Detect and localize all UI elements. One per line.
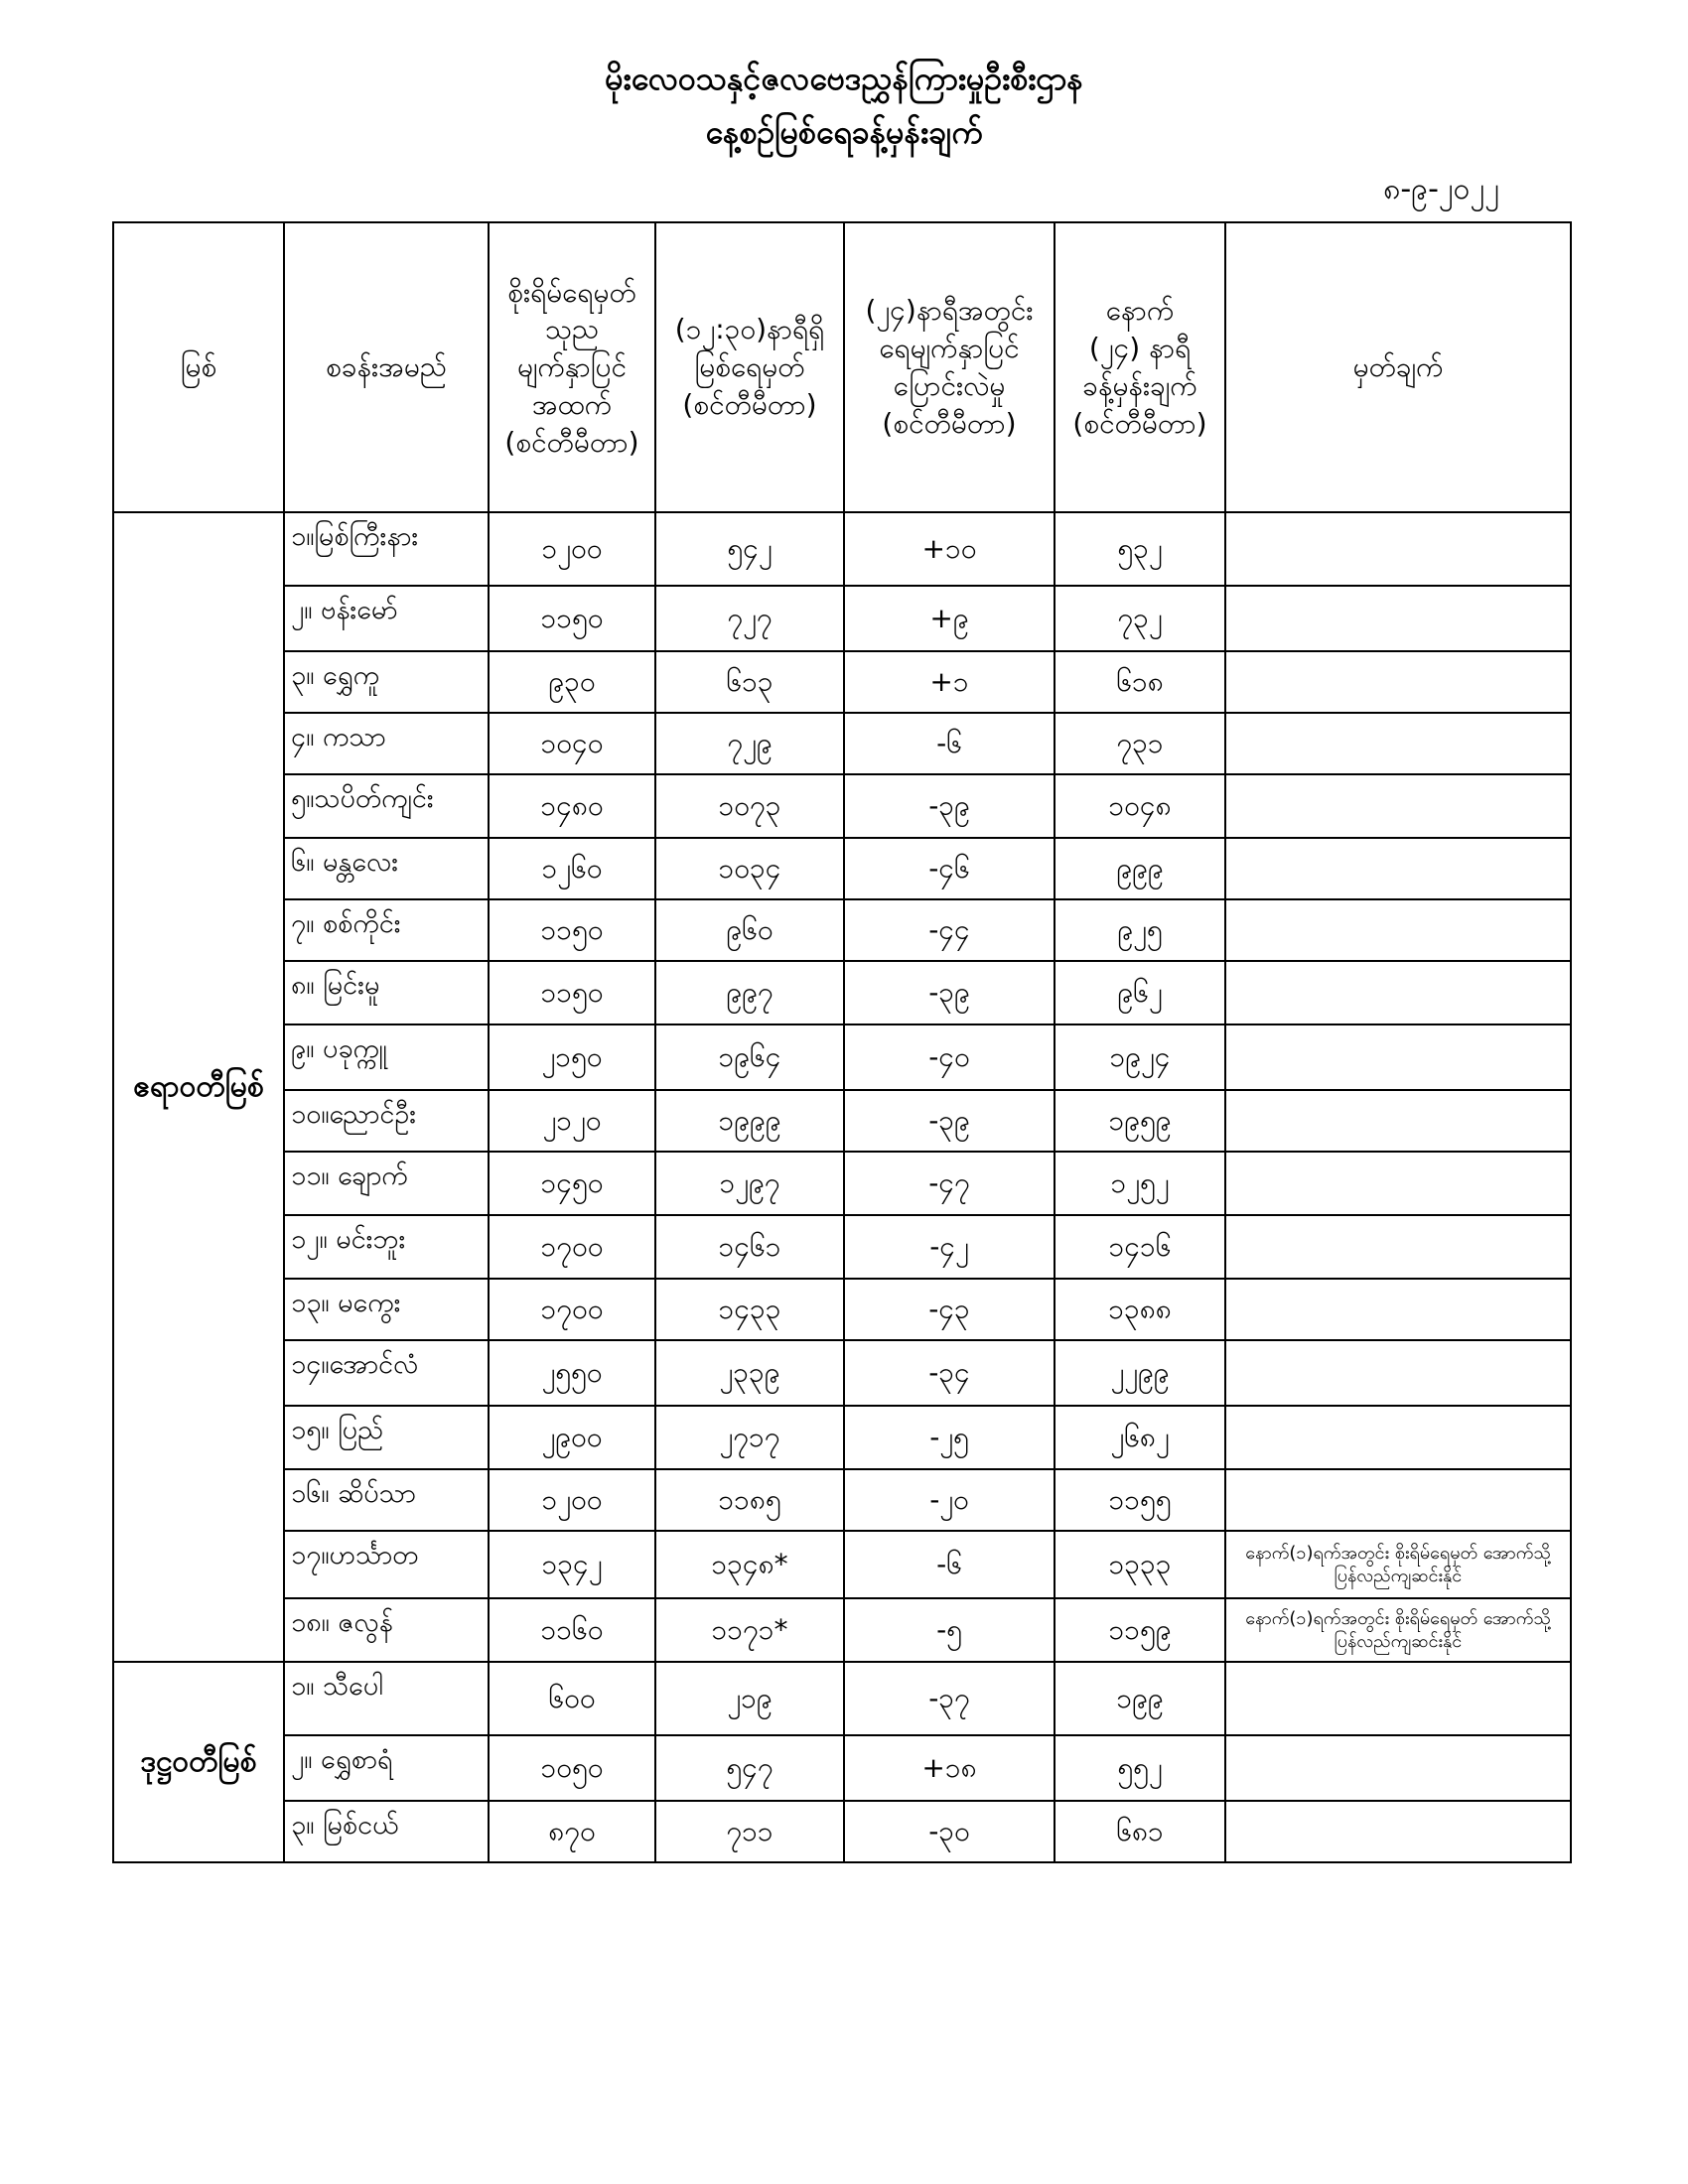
danger-level-cell: ၁၂၀၀	[489, 512, 655, 586]
current-level-cell: ၇၂၉	[655, 713, 844, 774]
table-row	[113, 838, 1571, 899]
forecast-cell: ၅၃၂	[1055, 512, 1225, 586]
danger-level-cell: ၁၁၅၀	[489, 961, 655, 1024]
table-row	[113, 713, 1571, 774]
danger-level-cell: ၁၄၅၀	[489, 1152, 655, 1215]
station-column-header	[284, 222, 489, 512]
station-name-cell: ၈။ မြင်းမူ	[284, 961, 489, 1024]
station-name-cell: ၇။ စစ်ကိုင်း	[284, 899, 489, 961]
station-name-cell: ၁၈။ ဇလွန်	[284, 1598, 489, 1662]
current-level-cell: ၇၂၇	[655, 586, 844, 651]
station-name-cell: ၁။မြစ်ကြီးနား	[284, 512, 489, 586]
page-subtitle: နေ့စဉ်မြစ်ရေခန့်မှန်းချက်	[705, 113, 983, 151]
station-name-cell: ၉။ ပခုက္ကူ	[284, 1024, 489, 1090]
station-name-cell: ၁၀။ညောင်ဦး	[284, 1090, 489, 1152]
table-row	[113, 1279, 1571, 1340]
report-date: ၈-၉-၂၀၂၂	[1383, 172, 1499, 206]
forecast-cell: ၁၉၉	[1055, 1662, 1225, 1735]
river-name-cell: ဧရာဝတီမြစ်	[113, 512, 284, 1662]
danger-level-cell: ၁၁၅၀	[489, 586, 655, 651]
station-name-cell: ၁၆။ ဆိပ်သာ	[284, 1469, 489, 1531]
forecast-cell: ၁၃၈၈	[1055, 1279, 1225, 1340]
level-change-cell: +၁၈	[844, 1735, 1055, 1801]
remark-cell	[1225, 1469, 1571, 1531]
station-name-cell: ၁၃။ မကွေး	[284, 1279, 489, 1340]
header-text-line: နောက်	[1105, 294, 1175, 328]
header-text-line: သုည	[544, 313, 600, 346]
station-name-cell: ၆။ မန္တလေး	[284, 838, 489, 899]
remark-cell	[1225, 586, 1571, 651]
remark-cell	[1225, 512, 1571, 586]
current-level-cell: ၇၁၁	[655, 1801, 844, 1862]
current-level-cell: ၁၁၈၅	[655, 1469, 844, 1531]
remark-cell	[1225, 961, 1571, 1024]
remark-cell	[1225, 1215, 1571, 1279]
change-column-header	[844, 222, 1055, 512]
page-title: မိုးလေဝသနှင့်ဇလဗေဒညွှန်ကြားမှုဦးစီးဌာန	[605, 60, 1083, 97]
remark-cell: နောက်(၁)ရက်အတွင်း စိုးရိမ်ရေမှတ် အောက်သို့ ပြန်လည်ကျဆင်းနိုင်	[1225, 1531, 1571, 1598]
current-level-cell: ၆၁၃	[655, 651, 844, 713]
remark-cell	[1225, 651, 1571, 713]
danger-level-cell: ၁၀၄၀	[489, 713, 655, 774]
table-row	[113, 1024, 1571, 1090]
forecast-cell: ၁၉၂၄	[1055, 1024, 1225, 1090]
forecast-cell: ၆၈၁	[1055, 1801, 1225, 1862]
table-row	[113, 961, 1571, 1024]
current-level-cell: ၅၄၇	[655, 1735, 844, 1801]
table-row	[113, 651, 1571, 713]
current-level-cell: ၅၄၂	[655, 512, 844, 586]
table-row	[113, 1598, 1571, 1662]
level-change-cell: -၄၂	[844, 1215, 1055, 1279]
forecast-cell: ၁၉၅၉	[1055, 1090, 1225, 1152]
forecast-cell: ၂၂၉၉	[1055, 1340, 1225, 1406]
forecast-cell: ၇၃၁	[1055, 713, 1225, 774]
remark-cell	[1225, 1735, 1571, 1801]
river-forecast-table	[112, 221, 1572, 1863]
header-text-line: ခန့်မှန်းချက်	[1082, 369, 1197, 402]
station-name-cell: ၃။ မြစ်ငယ်	[284, 1801, 489, 1862]
level-change-cell: -၄၃	[844, 1279, 1055, 1340]
station-name-cell: ၁၇။ဟင်္သာတ	[284, 1531, 489, 1598]
level-change-cell: -၄၇	[844, 1152, 1055, 1215]
danger-level-cell: ၂၁၂၀	[489, 1090, 655, 1152]
danger-level-column-header	[489, 222, 655, 512]
remark-cell	[1225, 1090, 1571, 1152]
forecast-cell: ၉၆၂	[1055, 961, 1225, 1024]
remark-cell	[1225, 774, 1571, 838]
remark-cell	[1225, 1024, 1571, 1090]
station-name-cell: ၁၄။အောင်လံ	[284, 1340, 489, 1406]
current-level-cell: ၁၄၃၃	[655, 1279, 844, 1340]
remark-cell	[1225, 1662, 1571, 1735]
table-header-row	[113, 222, 1571, 512]
danger-level-cell: ၁၂၆၀	[489, 838, 655, 899]
table-row	[113, 586, 1571, 651]
current-level-cell: ၁၉၉၉	[655, 1090, 844, 1152]
current-level-cell: ၁၀၃၄	[655, 838, 844, 899]
danger-level-cell: ၁၂၀၀	[489, 1469, 655, 1531]
forecast-cell: ၁၁၅၉	[1055, 1598, 1225, 1662]
level-change-cell: -၅	[844, 1598, 1055, 1662]
forecast-cell: ၉၉၉	[1055, 838, 1225, 899]
current-level-cell: ၁၄၆၁	[655, 1215, 844, 1279]
level-change-cell: -၃၉	[844, 774, 1055, 838]
level-change-cell: +၁	[844, 651, 1055, 713]
header-text-line: (၂၄) နာရီ	[1088, 332, 1192, 365]
remark-cell	[1225, 713, 1571, 774]
level-change-cell: +၁၀	[844, 512, 1055, 586]
danger-level-cell: ၁၇၀၀	[489, 1215, 655, 1279]
danger-level-cell: ၈၇၀	[489, 1801, 655, 1862]
danger-level-cell: ၁၁၆၀	[489, 1598, 655, 1662]
forecast-cell: ၂၆၈၂	[1055, 1406, 1225, 1469]
forecast-cell: ၁၃၃၃	[1055, 1531, 1225, 1598]
table-row	[113, 1090, 1571, 1152]
remark-cell	[1225, 1152, 1571, 1215]
table-row	[113, 1215, 1571, 1279]
header-text-line: (စင်တီမီတာ)	[1072, 406, 1207, 440]
level-change-cell: -၄၄	[844, 899, 1055, 961]
header-text-line: မြစ်ရေမှတ်	[694, 350, 805, 384]
danger-level-cell: ၆၀၀	[489, 1662, 655, 1735]
current-level-cell: ၉၉၇	[655, 961, 844, 1024]
table-row	[113, 774, 1571, 838]
current-level-cell: ၂၁၉	[655, 1662, 844, 1735]
header-text-line: ရေမျက်နှာပြင်	[879, 332, 1020, 365]
river-name-cell: ဒုဋ္ဌဝတီမြစ်	[113, 1662, 284, 1862]
forecast-cell: ၆၁၈	[1055, 651, 1225, 713]
header-text-line: စခန်းအမည်	[326, 350, 447, 384]
level-change-cell: -၃၉	[844, 961, 1055, 1024]
header-text-line: စိုးရိမ်ရေမှတ်	[507, 275, 636, 309]
table-row	[113, 899, 1571, 961]
remark-cell	[1225, 838, 1571, 899]
current-level-cell: ၁၀၇၃	[655, 774, 844, 838]
danger-level-cell: ၂၉၀၀	[489, 1406, 655, 1469]
forecast-cell: ၁၀၄၈	[1055, 774, 1225, 838]
danger-level-cell: ၁၃၄၂	[489, 1531, 655, 1598]
header-text-line: မှတ်ချက်	[1352, 350, 1444, 384]
remarks-column-header	[1225, 222, 1571, 512]
danger-level-cell: ၁၁၅၀	[489, 899, 655, 961]
level-change-cell: -၃၇	[844, 1662, 1055, 1735]
forecast-cell: ၁၄၁၆	[1055, 1215, 1225, 1279]
table-row	[113, 1531, 1571, 1598]
forecast-cell: ၁၂၅၂	[1055, 1152, 1225, 1215]
forecast-column-header	[1055, 222, 1225, 512]
station-name-cell: ၁။ သီပေါ	[284, 1662, 489, 1735]
station-name-cell: ၁၂။ မင်းဘူး	[284, 1215, 489, 1279]
level-change-cell: -၂၅	[844, 1406, 1055, 1469]
remark-cell	[1225, 1406, 1571, 1469]
station-name-cell: ၁၁။ ချောက်	[284, 1152, 489, 1215]
header-text-line: (၁၂:၃၀)နာရီရှိ	[674, 313, 825, 346]
station-name-cell: ၁၅။ ပြည်	[284, 1406, 489, 1469]
remark-cell	[1225, 1279, 1571, 1340]
level-change-cell: -၃၄	[844, 1340, 1055, 1406]
current-level-cell: ၂၃၃၉	[655, 1340, 844, 1406]
level-change-cell: +၉	[844, 586, 1055, 651]
station-name-cell: ၂။ ရွှေစာရံ	[284, 1735, 489, 1801]
header-text-line: အထက်	[531, 387, 613, 421]
current-level-cell: ၁၃၄၈*	[655, 1531, 844, 1598]
remark-cell: နောက်(၁)ရက်အတွင်း စိုးရိမ်ရေမှတ် အောက်သို့ ပြန်လည်ကျဆင်းနိုင်	[1225, 1598, 1571, 1662]
station-name-cell: ၅။သပိတ်ကျင်း	[284, 774, 489, 838]
danger-level-cell: ၁၀၅၀	[489, 1735, 655, 1801]
remark-cell	[1225, 899, 1571, 961]
current-level-cell: ၉၆၀	[655, 899, 844, 961]
header-text-line: မျက်နှာပြင်	[516, 350, 627, 384]
level-change-cell: -၃၉	[844, 1090, 1055, 1152]
header-text-line: (စင်တီမီတာ)	[504, 425, 639, 459]
table-row	[113, 1662, 1571, 1735]
danger-level-cell: ၉၃၀	[489, 651, 655, 713]
level-change-cell: -၃၀	[844, 1801, 1055, 1862]
table-row	[113, 1406, 1571, 1469]
danger-level-cell: ၂၅၅၀	[489, 1340, 655, 1406]
level-change-cell: -၄၀	[844, 1024, 1055, 1090]
current-level-cell: ၁၉၆၄	[655, 1024, 844, 1090]
level-change-cell: -၆	[844, 713, 1055, 774]
table-row	[113, 1801, 1571, 1862]
station-name-cell: ၄။ ကသာ	[284, 713, 489, 774]
current-level-cell: ၁၁၇၁*	[655, 1598, 844, 1662]
header-text-line: (စင်တီမီတာ)	[682, 387, 817, 421]
header-text-line: (စင်တီမီတာ)	[882, 406, 1017, 440]
table-row	[113, 1340, 1571, 1406]
danger-level-cell: ၂၁၅၀	[489, 1024, 655, 1090]
current-level-column-header	[655, 222, 844, 512]
level-change-cell: -၄၆	[844, 838, 1055, 899]
level-change-cell: -၆	[844, 1531, 1055, 1598]
danger-level-cell: ၁၄၈၀	[489, 774, 655, 838]
danger-level-cell: ၁၇၀၀	[489, 1279, 655, 1340]
table-row	[113, 1152, 1571, 1215]
forecast-cell: ၁၁၅၅	[1055, 1469, 1225, 1531]
forecast-cell: ၅၅၂	[1055, 1735, 1225, 1801]
level-change-cell: -၂၀	[844, 1469, 1055, 1531]
table-row	[113, 1735, 1571, 1801]
table-row	[113, 1469, 1571, 1531]
river-column-header	[113, 222, 284, 512]
header-text-line: ပြောင်းလဲမှု	[893, 369, 1006, 402]
header-text-line: မြစ်	[180, 350, 217, 384]
forecast-cell: ၇၃၂	[1055, 586, 1225, 651]
station-name-cell: ၂။ ဗန်းမော်	[284, 586, 489, 651]
current-level-cell: ၂၇၁၇	[655, 1406, 844, 1469]
remark-cell	[1225, 1340, 1571, 1406]
remark-cell	[1225, 1801, 1571, 1862]
station-name-cell: ၃။ ရွှေကူ	[284, 651, 489, 713]
table-row	[113, 512, 1571, 586]
header-text-line: (၂၄)နာရီအတွင်း	[865, 294, 1034, 328]
current-level-cell: ၁၂၉၇	[655, 1152, 844, 1215]
forecast-cell: ၉၂၅	[1055, 899, 1225, 961]
